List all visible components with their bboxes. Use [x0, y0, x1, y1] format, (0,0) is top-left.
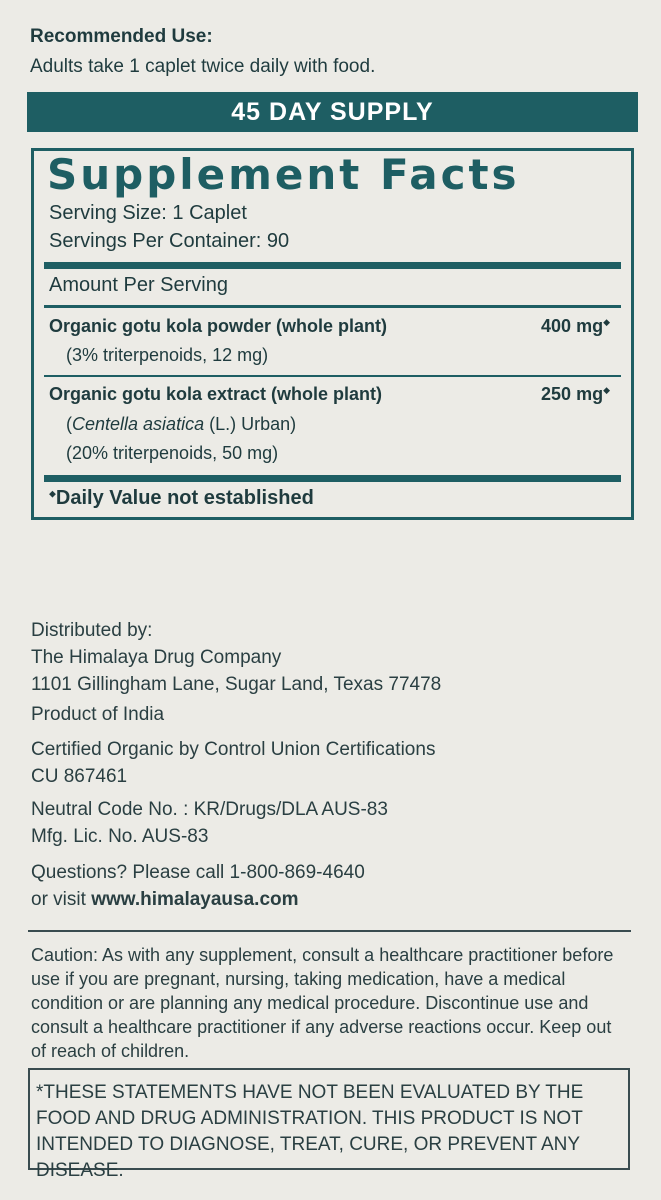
servings-per-container: Servings Per Container: 90 [49, 230, 290, 252]
certification-code: CU 867461 [31, 766, 128, 787]
website-link[interactable]: www.himalayausa.com [91, 889, 299, 910]
recommended-use-heading: Recommended Use: [30, 26, 213, 47]
questions-phone: Questions? Please call 1-800-869-4640 [31, 862, 365, 883]
supply-banner [27, 92, 638, 132]
supply-banner-label: 45 DAY SUPPLY [231, 97, 434, 126]
ingredient-name: Organic gotu kola extract (whole plant) [49, 384, 383, 404]
daily-value-footnote: ◆Daily Value not established [49, 487, 314, 509]
ingredient-latin-name: (Centella asiatica (L.) Urban) [66, 414, 297, 434]
caution-divider [28, 930, 631, 932]
ingredient-name: Organic gotu kola powder (whole plant) [49, 316, 388, 336]
organic-certification: Certified Organic by Control Union Certifications [31, 739, 436, 760]
amount-per-serving-header: Amount Per Serving [49, 274, 228, 296]
dv-symbol: ◆ [603, 317, 610, 327]
website-line: or visit www.himalayausa.com [31, 889, 299, 910]
product-origin: Product of India [31, 704, 165, 725]
divider [44, 375, 621, 377]
mfg-license: Mfg. Lic. No. AUS-83 [31, 826, 209, 847]
divider [44, 305, 621, 308]
fda-disclaimer-text: *THESE STATEMENTS HAVE NOT BEEN EVALUATED BY THE FOOD AND DRUG ADMINISTRATION. THIS PRODUCT IS NOT INTENDED TO DIAGNOSE, TREAT, CURE, OR PREVENT ANY DISEASE. [36, 1082, 584, 1181]
dv-symbol: ◆ [49, 488, 56, 499]
company-name: The Himalaya Drug Company [31, 647, 282, 668]
dv-symbol: ◆ [603, 385, 610, 395]
distributed-by-label: Distributed by: [31, 620, 153, 641]
fda-disclaimer-box [28, 1068, 630, 1181]
ingredient-detail: (3% triterpenoids, 12 mg) [66, 345, 269, 365]
company-address: 1101 Gillingham Lane, Sugar Land, Texas 77478 [31, 674, 442, 695]
neutral-code: Neutral Code No. : KR/Drugs/DLA AUS-83 [31, 799, 388, 820]
recommended-use-text: Adults take 1 caplet twice daily with food. [30, 56, 376, 77]
ingredient-amount: 400 mg◆ [541, 316, 610, 336]
serving-size: Serving Size: 1 Caplet [49, 202, 247, 224]
thick-divider [44, 475, 621, 482]
caution-text: Caution: As with any supplement, consult a healthcare practitioner before use if you are pregnant, nursing, taking medication, have a medical condition or are planning any medical procedure. Discontinue use and consult a healthcare practitioner if any adverse reactions occur. Keep out of reach of children. [31, 945, 614, 1061]
thick-divider [44, 262, 621, 269]
supplement-facts-title: Supplement Facts [47, 150, 520, 199]
ingredient-amount: 250 mg◆ [541, 384, 610, 404]
ingredient-detail: (20% triterpenoids, 50 mg) [66, 443, 279, 463]
